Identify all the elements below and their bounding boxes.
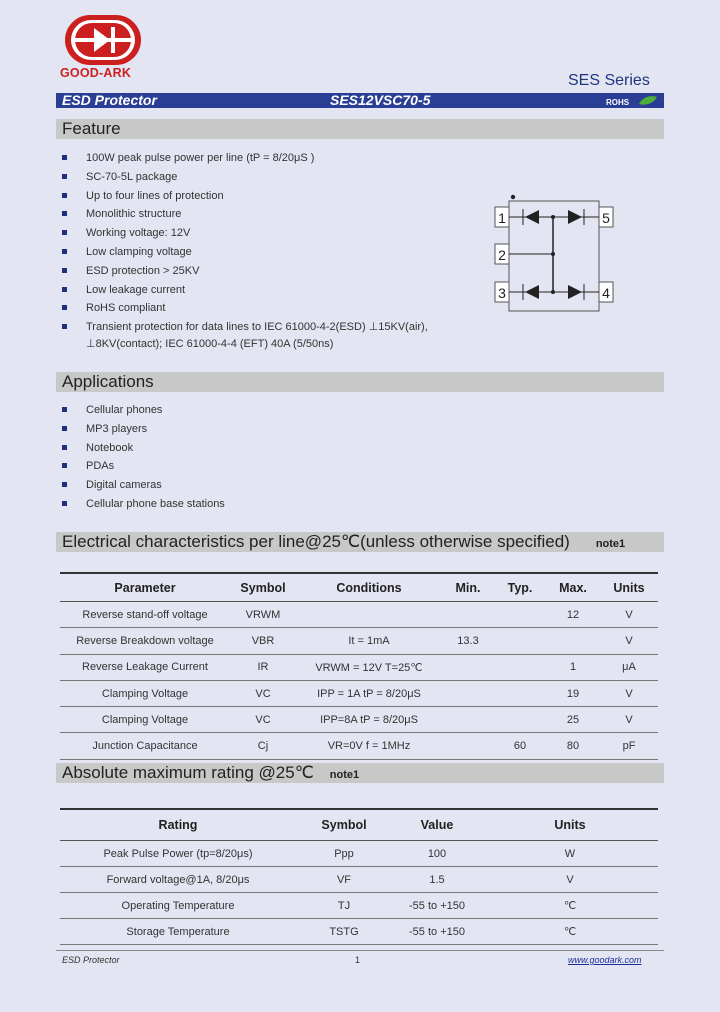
bullet-icon xyxy=(62,501,67,506)
list-item: Monolithic structure xyxy=(62,205,428,224)
list-item: ESD protection > 25KV xyxy=(62,262,428,281)
note-label: note1 xyxy=(329,769,360,781)
bullet-icon xyxy=(62,324,67,329)
feature-continuation: ⊥8KV(contact); IEC 61000-4-4 (EFT) 40A (5/50ns) xyxy=(86,338,334,350)
footer-product: ESD Protector xyxy=(62,955,120,965)
pin-1-label: 1 xyxy=(498,210,506,226)
bullet-icon xyxy=(62,193,67,198)
part-number: SES12VSC70-5 xyxy=(330,92,431,108)
bullet-icon xyxy=(62,230,67,235)
list-item: PDAs xyxy=(62,457,225,476)
absolute-title: Absolute maximum rating @25℃ note1 xyxy=(62,763,360,782)
feature-list xyxy=(62,149,428,337)
table-row: Clamping Voltage VC IPP=8A tP = 8/20μS 25 V xyxy=(60,707,658,733)
list-item: Notebook xyxy=(62,439,225,458)
electrical-table xyxy=(60,572,658,760)
table-header-row: Parameter Symbol Conditions Min. Typ. Max. Units xyxy=(60,573,658,602)
bullet-icon xyxy=(62,305,67,310)
table-header-row: Rating Symbol Value Units xyxy=(60,809,658,841)
table-row: Reverse Breakdown voltage VBR It = 1mA 13.3 V xyxy=(60,628,658,654)
table-row: Reverse stand-off voltage VRWM 12 V xyxy=(60,602,658,628)
pin-5-label: 5 xyxy=(602,210,610,226)
pin-2-label: 2 xyxy=(498,247,506,263)
list-item: SC-70-5L package xyxy=(62,168,428,187)
bullet-icon xyxy=(62,287,67,292)
list-item: 100W peak pulse power per line (tP = 8/20μS ) xyxy=(62,149,428,168)
table-row: Peak Pulse Power (tp=8/20μs) Ppp 100 W xyxy=(60,841,658,867)
list-item: RoHS compliant xyxy=(62,299,428,318)
logo-text: GOOD-ARK xyxy=(60,66,132,80)
product-category: ESD Protector xyxy=(62,92,157,108)
bullet-icon xyxy=(62,155,67,160)
bullet-icon xyxy=(62,463,67,468)
electrical-title: Electrical characteristics per line@25℃(unless otherwise specified) note1 xyxy=(62,532,626,551)
feature-section-bar xyxy=(56,119,664,139)
bullet-icon xyxy=(62,174,67,179)
leaf-icon xyxy=(638,95,658,106)
rohs-label: ROHS xyxy=(606,98,630,107)
list-item: Low clamping voltage xyxy=(62,243,428,262)
bullet-icon xyxy=(62,482,67,487)
table-row: Storage Temperature TSTG -55 to +150 ℃ xyxy=(60,919,658,945)
bullet-icon xyxy=(62,211,67,216)
table-row: Operating Temperature TJ -55 to +150 ℃ xyxy=(60,893,658,919)
footer-divider xyxy=(56,950,664,951)
list-item: Digital cameras xyxy=(62,476,225,495)
bullet-icon xyxy=(62,249,67,254)
list-item: Transient protection for data lines to IEC 61000-4-2(ESD) ⊥15KV(air), xyxy=(62,318,428,337)
note-label: note1 xyxy=(595,538,626,550)
website-link[interactable]: www.goodark.com xyxy=(568,955,642,965)
pin-4-label: 4 xyxy=(602,285,610,301)
series-label: SES Series xyxy=(568,72,650,89)
bullet-icon xyxy=(62,407,67,412)
pinout-schematic xyxy=(493,193,618,313)
table-row: Reverse Leakage Current IR VRWM = 12V T=25℃ 1 μA xyxy=(60,654,658,680)
page-number: 1 xyxy=(355,955,361,965)
applications-list xyxy=(62,401,225,514)
list-item: Up to four lines of protection xyxy=(62,187,428,206)
feature-title: Feature xyxy=(62,119,121,138)
list-item: Cellular phone base stations xyxy=(62,495,225,514)
applications-title: Applications xyxy=(62,372,154,391)
bullet-icon xyxy=(62,426,67,431)
table-row: Clamping Voltage VC IPP = 1A tP = 8/20μS 19 V xyxy=(60,680,658,706)
table-row: Forward voltage@1A, 8/20μs VF 1.5 V xyxy=(60,867,658,893)
list-item: Working voltage: 12V xyxy=(62,224,428,243)
bullet-icon xyxy=(62,268,67,273)
list-item: Low leakage current xyxy=(62,281,428,300)
table-row: Junction Capacitance Cj VR=0V f = 1MHz 60 80 pF xyxy=(60,733,658,759)
good-ark-logo xyxy=(64,14,142,66)
bullet-icon xyxy=(62,445,67,450)
absolute-table xyxy=(60,808,658,945)
list-item: Cellular phones xyxy=(62,401,225,420)
pin-3-label: 3 xyxy=(498,285,506,301)
list-item: MP3 players xyxy=(62,420,225,439)
